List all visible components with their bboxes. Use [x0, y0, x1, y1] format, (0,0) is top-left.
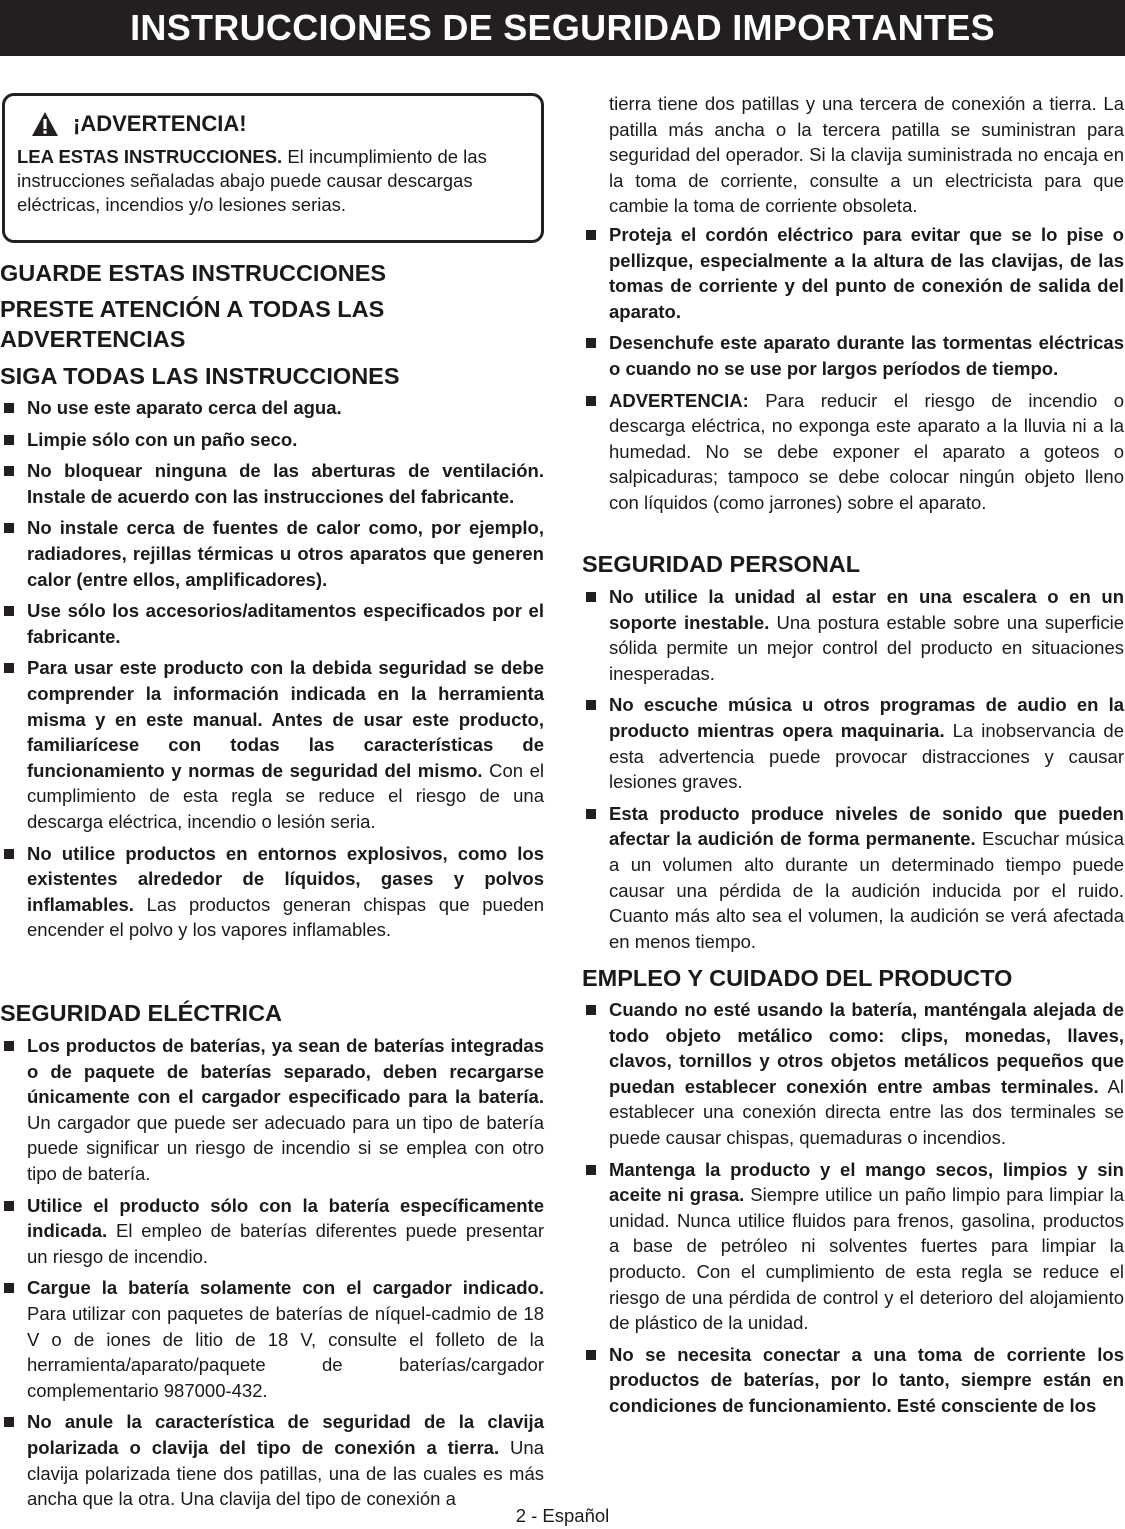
list-electrica-right	[582, 222, 1124, 516]
list-item-lead: No use este aparato cerca del agua.	[27, 397, 342, 418]
heading-guarde: GUARDE ESTAS INSTRUCCIONES	[0, 260, 387, 286]
heading-personal: SEGURIDAD PERSONAL	[582, 551, 861, 577]
list-item	[0, 655, 544, 834]
list-item-lead: Cuando no esté usando la batería, manténgala alejada de todo objeto metálico como: clips, monedas, llaves, clavos, tornillos y otros objetos metálicos pequeños que puedan establecer conexión entre ambas terminales.	[609, 999, 1124, 1097]
list-item-text: Con el cumplimiento de esta regla se reduce el riesgo de una descarga eléctrica, incendio o lesión seria.	[27, 759, 544, 832]
list-item	[0, 1193, 544, 1270]
bullet-square-icon	[4, 849, 14, 859]
heading-preste: PRESTE ATENCIÓN A TODAS LAS ADVERTENCIAS	[0, 296, 385, 352]
list-item	[582, 997, 1124, 1151]
warning-triangle-icon	[31, 111, 59, 137]
list-item	[582, 222, 1124, 324]
bullet-square-icon	[586, 1165, 596, 1175]
list-item	[582, 584, 1124, 686]
heading-empleo: EMPLEO Y CUIDADO DEL PRODUCTO	[582, 965, 1013, 991]
list-item-lead: Cargue la batería solamente con el cargador indicado.	[27, 1277, 544, 1299]
bullet-square-icon	[4, 1041, 14, 1051]
warning-body: El incumplimiento de las instrucciones señaladas abajo puede causar descargas eléctricas, incendios y/o lesiones serias.	[17, 146, 487, 215]
continuation-text: tierra tiene dos patillas y una tercera de conexión a tierra. La patilla más ancha o la tercera patilla se suministran para seguridad del operador. Si la clavija suministrada no encaja en la toma de corriente, consulte a un electricista para que cambie la toma de corriente obsoleta.	[609, 93, 1124, 217]
list-item-lead: Los productos de baterías, ya sean de baterías integradas o de paquete de baterías separado, deben recargarse únicamente con el cargador especificado para la batería.	[27, 1035, 544, 1108]
list-item	[582, 330, 1124, 381]
bullet-square-icon	[4, 403, 14, 413]
list-item	[0, 598, 544, 649]
list-item-lead: No bloquear ninguna de las aberturas de ventilación. Instale de acuerdo con las instrucciones del fabricante.	[27, 460, 544, 507]
list-item-lead: No utilice productos en entornos explosivos, como los existentes alrededor de líquidos, gases y polvos inflamables.	[27, 842, 544, 915]
list-item	[0, 1409, 544, 1511]
bullet-square-icon	[4, 466, 14, 476]
bullet-square-icon	[4, 606, 14, 616]
heading-siga: SIGA TODAS LAS INSTRUCCIONES	[0, 363, 400, 389]
page-header-title: INSTRUCCIONES DE SEGURIDAD IMPORTANTES	[130, 7, 995, 48]
list-item-text: Para reducir el riesgo de incendio o descarga eléctrica, no exponga este aparato a la lluvia ni a la humedad. No se debe exponer el aparato a goteos o salpicaduras; tampoco se debe colocar ningún objeto lleno con líquidos (como jarrones) sobre el aparato.	[609, 389, 1124, 513]
bullet-square-icon	[4, 435, 14, 445]
list-item-text: El empleo de baterías diferentes puede presentar un riesgo de incendio.	[27, 1220, 544, 1267]
bullet-square-icon	[586, 230, 596, 240]
heading-electrica: SEGURIDAD ELÉCTRICA	[0, 1000, 283, 1026]
list-item	[0, 1033, 544, 1187]
warning-lead: LEA ESTAS INSTRUCCIONES.	[17, 146, 283, 167]
list-item	[582, 692, 1124, 794]
list-item	[0, 458, 544, 509]
bullet-square-icon	[4, 1283, 14, 1293]
list-empleo	[582, 997, 1124, 1419]
list-item-lead: No se necesita conectar a una toma de corriente los productos de baterías, por lo tanto, siempre están en condiciones de funcionamiento. Esté consciente de los	[609, 1343, 1124, 1416]
list-item	[0, 427, 544, 453]
list-item-text: Para utilizar con paquetes de baterías de níquel-cadmio de 18 V o de iones de litio de 18 V, consulte el folleto de la herramienta/aparato/paquete de baterías/cargador complementario 987000-432.	[27, 1302, 544, 1401]
list-item-lead: No anule la característica de seguridad de la clavija polarizada o clavija del tipo de conexión a tierra.	[27, 1411, 544, 1458]
list-item	[0, 395, 544, 421]
list-item	[0, 515, 544, 592]
list-item-lead: No instale cerca de fuentes de calor como, por ejemplo, radiadores, rejillas térmicas u otros aparatos que generen calor (entre ellos, amplificadores).	[27, 517, 544, 590]
list-item-lead: Mantenga la producto y el mango secos, limpios y sin aceite ni grasa.	[609, 1158, 1124, 1206]
warning-title: ¡ADVERTENCIA!	[73, 111, 247, 136]
bullet-square-icon	[4, 1201, 14, 1211]
list-item-text: La inobservancia de esta advertencia puede provocar distracciones y causar lesiones graves.	[609, 719, 1125, 793]
bullet-square-icon	[586, 1005, 596, 1015]
page-number: 2 - Español	[515, 1505, 610, 1526]
list-item-lead: No utilice la unidad al estar en una escalera o en un soporte inestable.	[609, 586, 1124, 633]
bullet-square-icon	[586, 700, 596, 710]
list-item-text: Escuchar música a un volumen alto durante un determinado tiempo puede causar una pérdida de la audición inducida por el ruido. Cuanto más alto sea el volumen, la audición se verá afectada en menos tiempo.	[609, 828, 1125, 952]
warning-text	[17, 145, 529, 217]
bullet-square-icon	[586, 338, 596, 348]
bullet-square-icon	[586, 396, 596, 406]
list-item-text: Un cargador que puede ser adecuado para un tipo de batería puede significar un riesgo de incendio si se emplea con otro tipo de batería.	[27, 1111, 544, 1184]
list-item-lead: Desenchufe este aparato durante las tormentas eléctricas o cuando no se use por largos períodos de tiempo.	[609, 332, 1124, 379]
list-item	[582, 1342, 1124, 1419]
list-item-text: Siempre utilice un paño limpio para limpiar la unidad. Nunca utilice fluidos para frenos, gasolina, productos a base de petróleo ni solventes fuertes para limpiar la producto. Con el cumplimiento de esta regla se reduce el riesgo de una pérdida de control y el deterioro del alojamiento de plástico de la unidad.	[609, 1184, 1124, 1334]
bullet-square-icon	[586, 1350, 596, 1360]
list-item-lead: Proteja el cordón eléctrico para evitar que se lo pise o pellizque, especialmente a la altura de las clavijas, de las tomas de corriente y del punto de conexión de salida del aparato.	[609, 224, 1124, 322]
bullet-square-icon	[4, 523, 14, 533]
page-footer	[0, 1505, 1125, 1527]
warning-box	[2, 93, 544, 243]
bullet-square-icon	[4, 1417, 14, 1427]
list-siga	[0, 395, 544, 943]
bullet-square-icon	[586, 809, 596, 819]
list-item-lead: No escuche música u otros programas de audio en la producto mientras opera maquinaria.	[609, 694, 1124, 741]
list-item	[582, 388, 1124, 516]
warning-title-row	[17, 109, 529, 139]
list-personal	[582, 584, 1124, 954]
list-item-text: Al establecer una conexión directa entre las dos terminales se puede causar chispas, quemaduras o incendios.	[609, 1075, 1125, 1148]
list-item-text: Una clavija polarizada tiene dos patillas, una de las cuales es más ancha que la otra. Una clavija del tipo de conexión a	[27, 1436, 544, 1510]
list-item	[582, 801, 1124, 955]
list-item	[0, 1275, 544, 1403]
list-item-lead: Use sólo los accesorios/aditamentos especificados por el fabricante.	[27, 600, 544, 647]
list-item-lead: Utilice el producto sólo con la batería específicamente indicada.	[27, 1194, 544, 1242]
bullet-square-icon	[586, 592, 596, 602]
page-header	[0, 0, 1125, 56]
list-item-text: Las productos generan chispas que pueden encender el polvo y los vapores inflamables.	[27, 893, 544, 941]
list-item	[0, 841, 544, 943]
list-item-lead: Limpie sólo con un paño seco.	[27, 428, 298, 450]
list-item	[582, 1157, 1124, 1336]
list-item-lead: ADVERTENCIA:	[609, 389, 749, 411]
list-item-lead: Para usar este producto con la debida seguridad se debe comprender la información indicada en la herramienta misma y en este manual. Antes de usar este producto, familiarícese con todas las características de funcionamiento y normas de seguridad del mismo.	[27, 657, 544, 781]
list-electrica-left	[0, 1033, 544, 1512]
list-item-lead: Esta producto produce niveles de sonido que pueden afectar la audición de forma permanente.	[609, 802, 1124, 850]
list-item-text: Una postura estable sobre una superficie sólida permite un mejor control del producto en situaciones inesperadas.	[609, 611, 1124, 684]
bullet-square-icon	[4, 663, 14, 673]
